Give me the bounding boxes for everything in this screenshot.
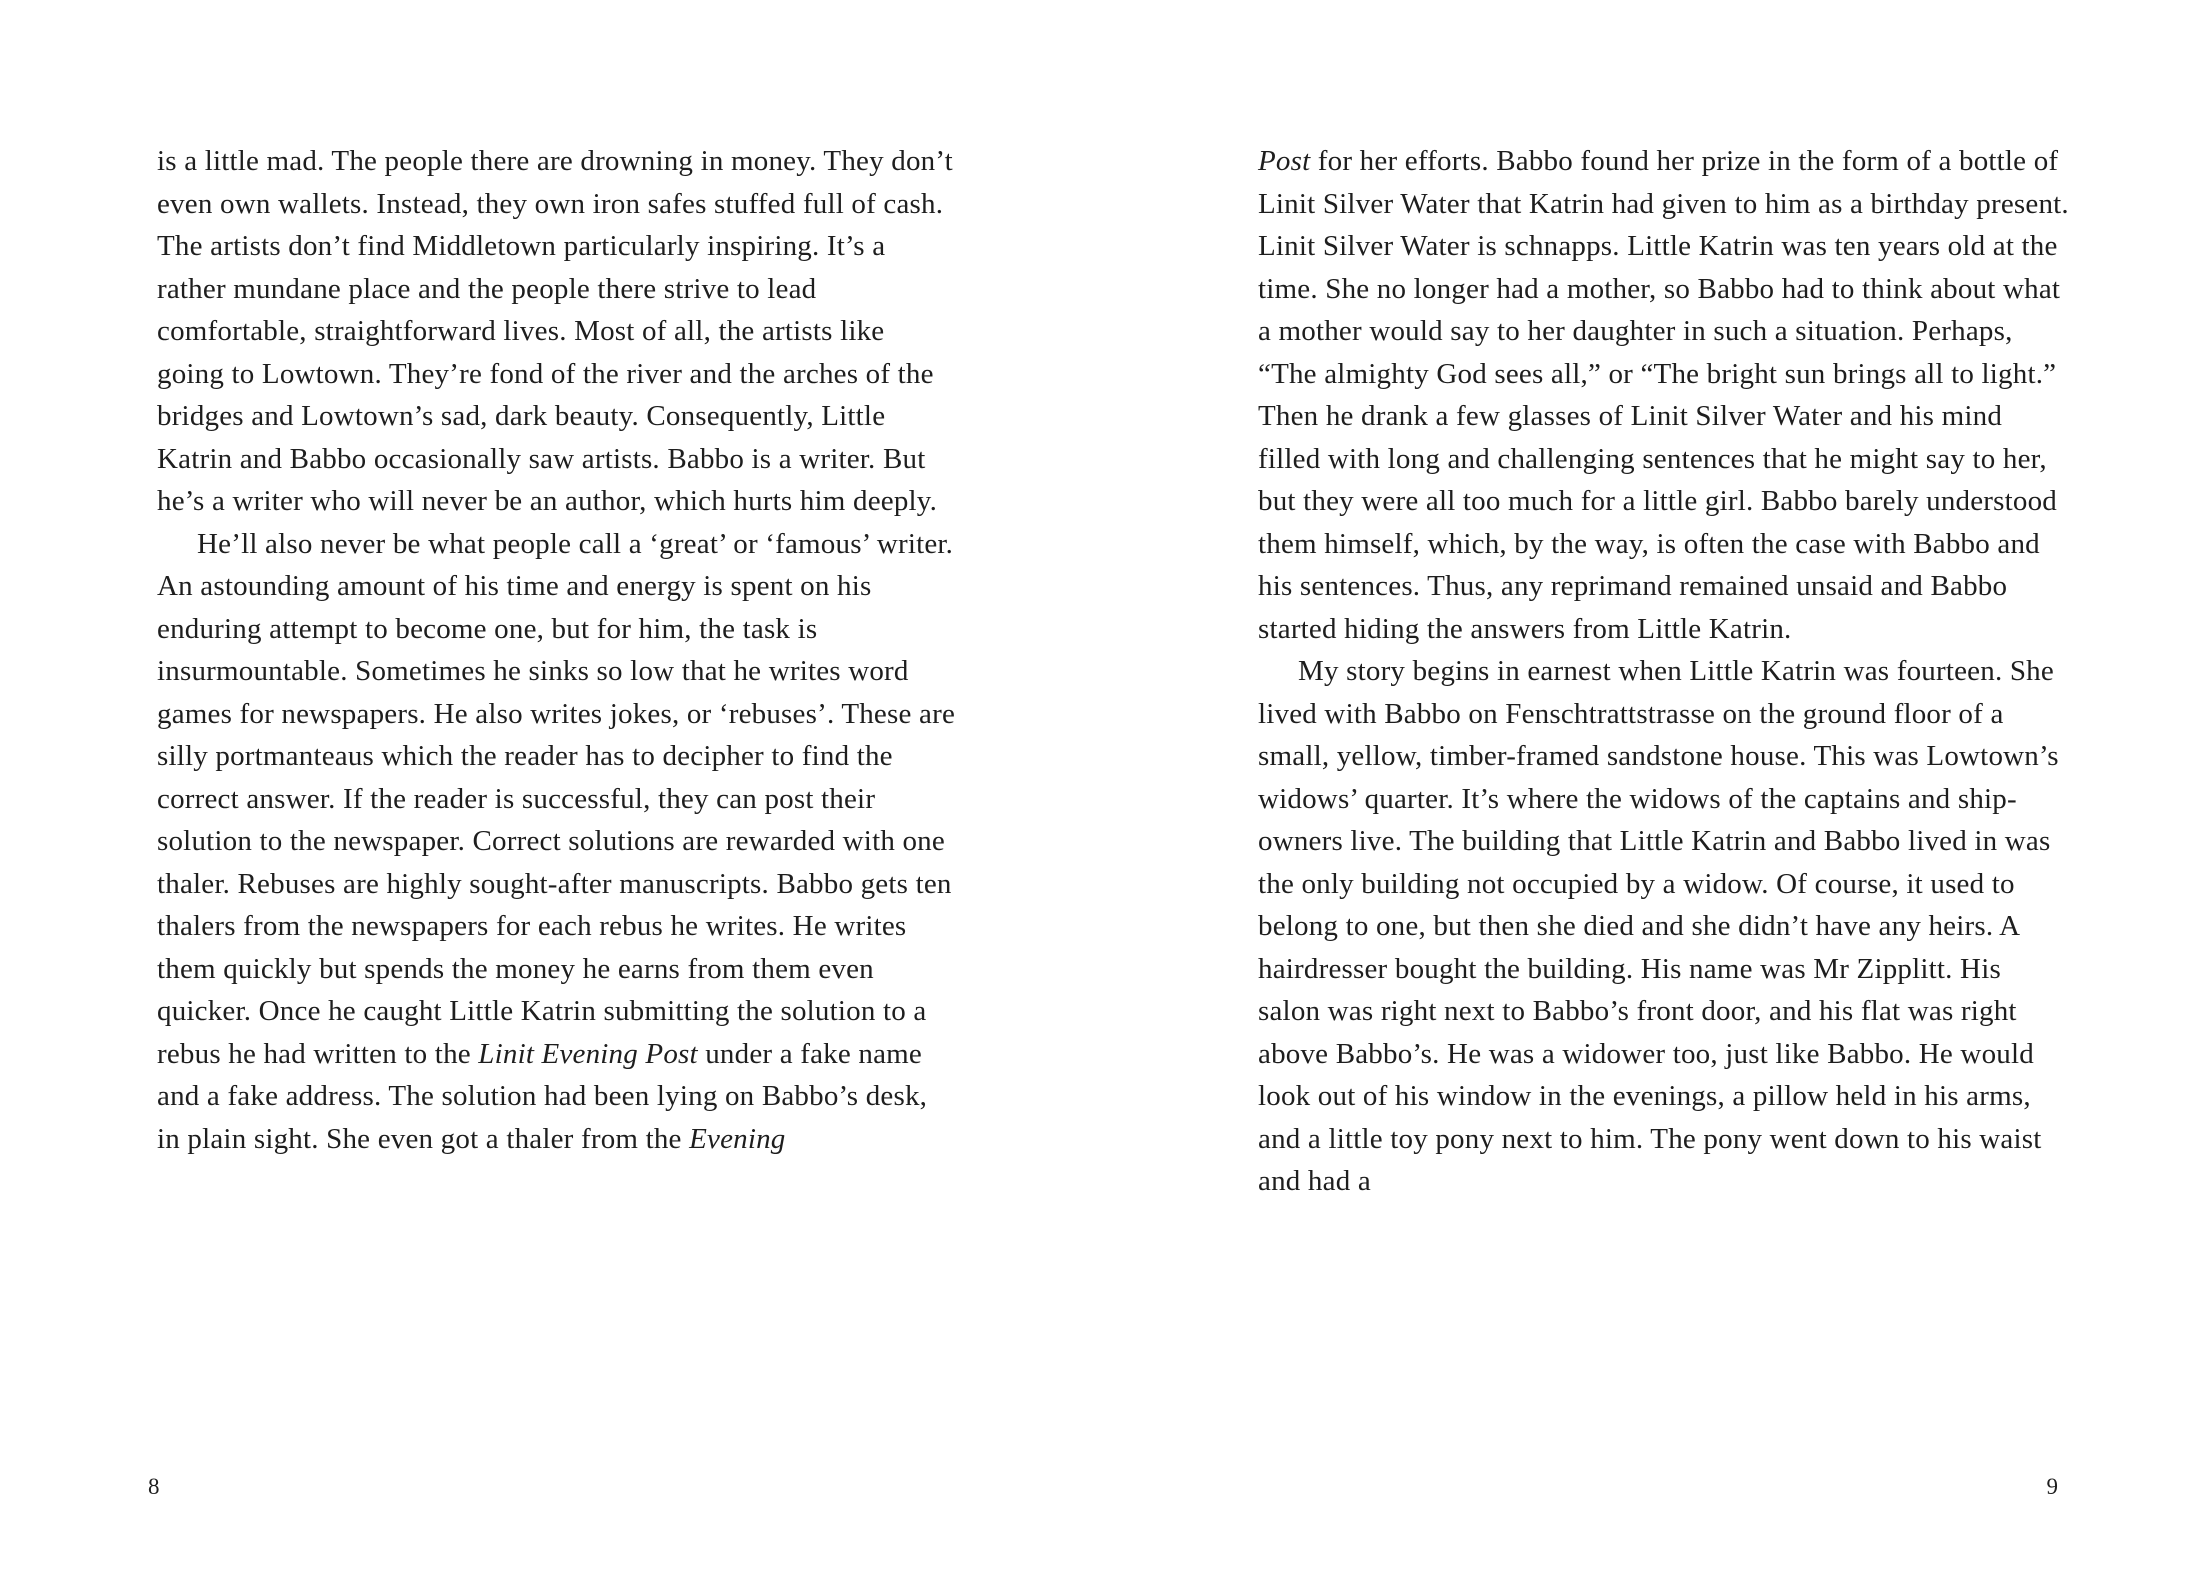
italic-text-segment: Post (1258, 145, 1311, 177)
text-segment: for her efforts. Babbo found her prize in the form of a bottle of Linit Silver Water that Katrin had given to him as a birthday present. Linit Silver Water is schnapps. Little Katrin was ten years old at the time. She no longer had a mother, so Babbo had to think about what a mother would say to her daughter in such a situation. Perhaps, “The almighty God sees all,” or “The bright sun brings all to light.” Then he drank a few glasses of Linit Silver Water and his mind filled with long and challenging sentences that he might say to her, but they were all too much for a little girl. Babbo barely understood them himself, which, by the way, is often the case with Babbo and his sentences. Thus, any reprimand remained unsaid and Babbo started hiding the answers from Little Katrin. (1258, 145, 2069, 645)
page-right-text (1258, 140, 2070, 1203)
page-number-right: 9 (2046, 1474, 2058, 1499)
text-segment: under a fake name and a fake address. The solution had been lying on Babbo’s desk, in plain sight. She even got a thaler from the (157, 1037, 928, 1155)
text-segment: My story begins in earnest when Little Katrin was fourteen. She lived with Babbo on Fenschtrattstrasse on the ground floor of a small, yellow, timber-framed sandstone house. This was Lowtown’s widows’ quarter. It’s where the widows of the captains and ship-owners live. The building that Little Katrin and Babbo lived in was the only building not occupied by a widow. Of course, it used to belong to one, but then she died and she didn’t have any heirs. A hairdresser bought the building. His name was Mr Zipplitt. His salon was right next to Babbo’s front door, and his flat was right above Babbo’s. He was a widower too, just like Babbo. He would look out of his window in the evenings, a pillow held in his arms, and a little toy pony next to him. The pony went down to his waist and had a (1258, 655, 2059, 1197)
paragraph (1258, 140, 2070, 650)
italic-text-segment: Evening (689, 1122, 786, 1155)
page-number-left: 8 (148, 1474, 160, 1499)
page-left-text (157, 140, 957, 1160)
text-segment: is a little mad. The people there are drowning in money. They don’t even own wallets. Instead, they own iron safes stuffed full of cash. The artists don’t find Middletown particularly inspiring. It’s a rather mundane place and the people there strive to lead comfortable, straightforward lives. Most of all, the artists like going to Lowtown. They’re fond of the river and the arches of the bridges and Lowtown’s sad, dark beauty. Consequently, Little Katrin and Babbo occasionally saw artists. Babbo is a writer. But he’s a writer who will never be an author, which hurts him deeply. (157, 145, 953, 517)
text-segment: He’ll also never be what people call a ‘great’ or ‘famous’ writer. An astounding amount of his time and energy is spent on his enduring attempt to become one, but for him, the task is insurmountable. Sometimes he sinks so low that he writes word games for newspapers. He also writes jokes, or ‘rebuses’. These are silly portmanteaus which the reader has to decipher to find the correct answer. If the reader is successful, they can post their solution to the newspaper. Correct solutions are rewarded with one thaler. Rebuses are highly sought-after manuscripts. Babbo gets ten thalers from the newspapers for each rebus he writes. He writes them quickly but spends the money he earns from them even quicker. Once he caught Little Katrin submitting the solution to a rebus he had written to the (157, 527, 956, 1070)
italic-text-segment: Linit Evening Post (478, 1037, 698, 1070)
paragraph (157, 523, 957, 1161)
paragraph (157, 140, 957, 523)
paragraph (1258, 650, 2070, 1203)
